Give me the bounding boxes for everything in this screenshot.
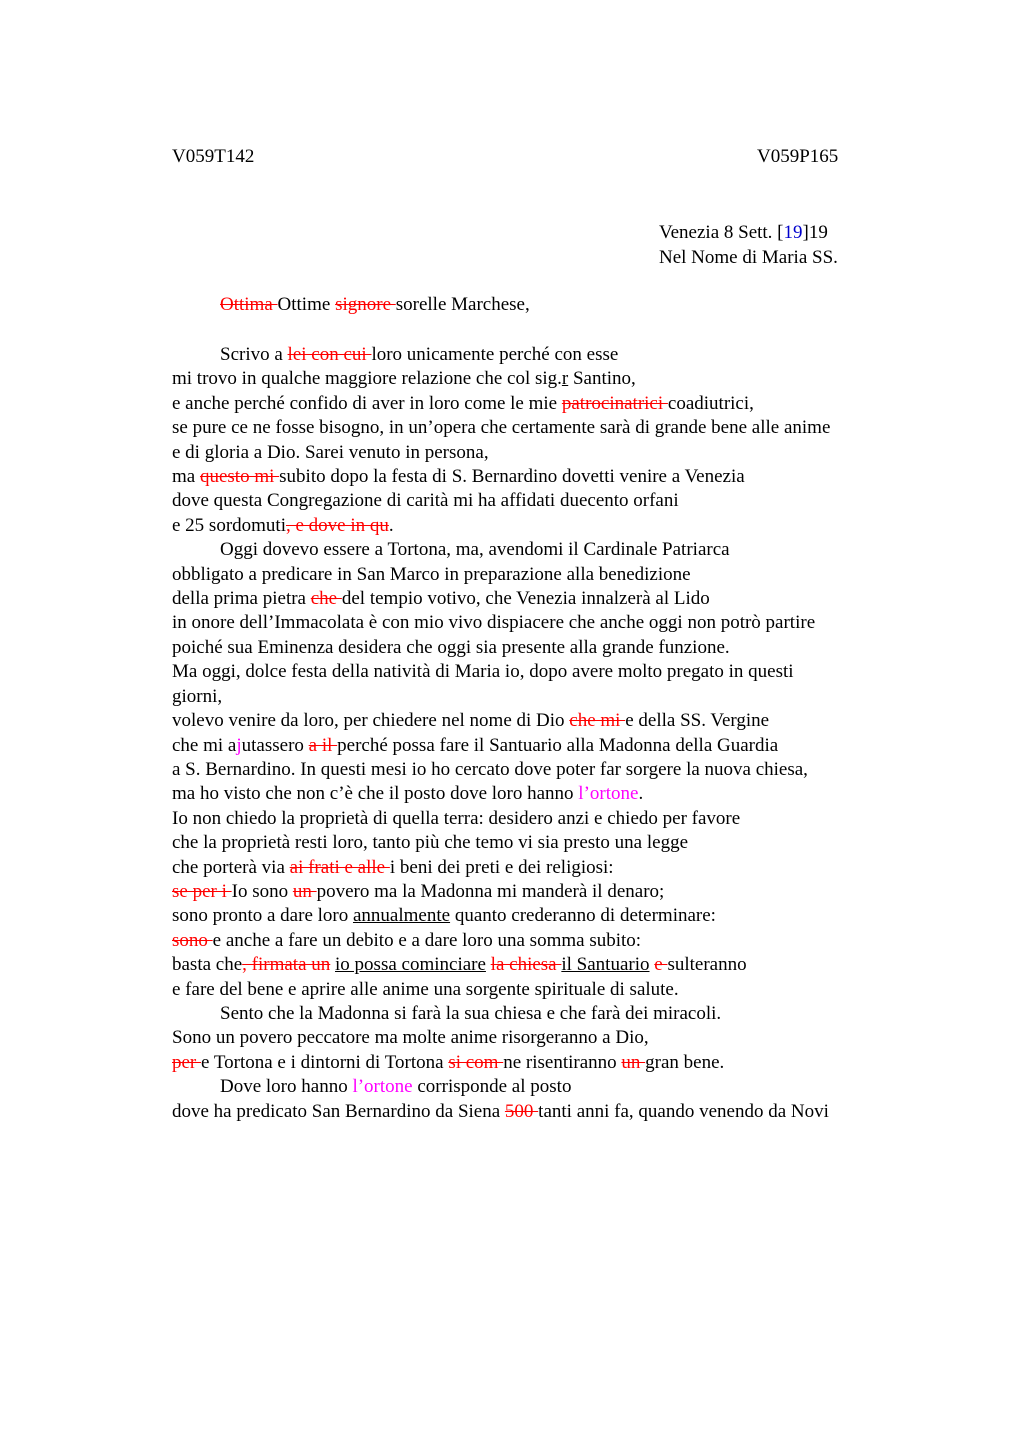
deleted-text: che — [310, 588, 342, 610]
underlined-text: r — [561, 368, 569, 390]
text-line: della prima pietra che del tempio votivo, che Venezia innalzerà al Lido — [172, 588, 710, 610]
text-line: giorni, — [172, 685, 223, 707]
text-line: che porterà via ai frati e alle i beni dei preti e dei religiosi: — [172, 856, 614, 878]
text-line: Io non chiedo la proprietà di quella terra: desidero anzi e chiedo per favore — [172, 807, 741, 829]
deleted-text: , firmata un — [242, 954, 331, 976]
text-line: basta che, firmata un io possa cominciare la chiesa il Santuario e sulteranno — [172, 954, 747, 976]
text-line: mi trovo in qualche maggiore relazione che col sig.r Santino, — [172, 368, 636, 390]
text-line: se per i Io sono un povero ma la Madonna mi manderà il denaro; — [172, 880, 665, 902]
text-line: ma ho visto che non c’è che il posto dove loro hanno l’ortone. — [172, 783, 644, 805]
left-reference-code: V059T142 — [172, 146, 255, 167]
deleted-text: , e dove in qu — [286, 514, 389, 536]
underlined-text: il Santuario — [561, 954, 650, 976]
text-line: Scrivo a lei con cui loro unicamente perché con esse — [220, 344, 619, 365]
editorial-year-addition: 19 — [783, 222, 803, 243]
text-line: volevo venire da loro, per chiedere nel nome di Dio che mi e della SS. Vergine — [172, 710, 770, 732]
deleted-text: patrocinatrici — [561, 392, 668, 414]
text-line: sono pronto a dare loro annualmente quanto crederanno di determinare: — [172, 905, 716, 927]
highlighted-text: l’ortone — [578, 783, 639, 805]
right-reference-code: V059P165 — [757, 146, 839, 167]
text-line: in onore dell’Immacolata è con mio vivo dispiacere che anche oggi non potrò partire — [172, 612, 816, 634]
deleted-text: lei con cui — [287, 344, 372, 365]
text-line: e 25 sordomuti, e dove in qu. — [172, 514, 394, 536]
deleted-text: un — [621, 1051, 646, 1073]
place-date: Venezia 8 Sett. [19]19 — [659, 222, 828, 243]
invocation: Nel Nome di Maria SS. — [659, 246, 838, 268]
deleted-text: questo mi — [199, 466, 280, 488]
deleted-text: la chiesa — [490, 954, 562, 976]
deleted-text: un — [292, 880, 317, 902]
deleted-text: signore — [335, 294, 396, 315]
deleted-text: e — [654, 954, 668, 976]
text-line: Sono un povero peccatore ma molte anime risorgeranno a Dio, — [172, 1027, 649, 1049]
deleted-text: se per i — [172, 880, 232, 902]
deleted-text: 500 — [504, 1100, 539, 1122]
deleted-text: a il — [308, 734, 338, 756]
text-line: dove ha predicato San Bernardino da Siena 500 tanti anni fa, quando venendo da Novi — [172, 1100, 829, 1122]
text-line: obbligato a predicare in San Marco in preparazione alla benedizione — [172, 563, 691, 585]
dateline — [659, 221, 838, 270]
salutation: Ottima Ottime signore sorelle Marchese, — [220, 294, 530, 315]
deleted-text: ai frati e alle — [289, 856, 390, 878]
text-line: se pure ce ne fosse bisogno, in un’opera che certamente sarà di grande bene alle anime — [172, 417, 831, 439]
text-line: e fare del bene e aprire alle anime una sorgente spirituale di salute. — [172, 978, 679, 1000]
deleted-text: Ottima — [220, 294, 278, 315]
text-line: che mi ajutassero a il perché possa fare il Santuario alla Madonna della Guardia — [172, 734, 779, 756]
text-line: Sento che la Madonna si farà la sua chiesa e che farà dei miracoli. — [220, 1002, 722, 1024]
text-line: dove questa Congregazione di carità mi ha affidati duecento orfani — [172, 490, 679, 512]
text-line: poiché sua Eminenza desidera che oggi sia presente alla grande funzione. — [172, 636, 730, 658]
deleted-text: per — [172, 1051, 202, 1073]
text-line: a S. Bernardino. In questi mesi io ho cercato dove poter far sorgere la nuova chiesa, — [172, 758, 808, 780]
text-line: Dove loro hanno l’ortone corrisponde al posto — [220, 1076, 572, 1098]
deleted-text: che mi — [569, 710, 626, 732]
text-line: per e Tortona e i dintorni di Tortona si com ne risentiranno un gran bene. — [172, 1051, 725, 1073]
text-line: ma questo mi subito dopo la festa di S. Bernardino dovetti venire a Venezia — [172, 466, 745, 488]
text-line: e di gloria a Dio. Sarei venuto in persona, — [172, 441, 489, 463]
highlighted-text: j — [236, 734, 242, 756]
text-line: Oggi dovevo essere a Tortona, ma, avendomi il Cardinale Patriarca — [220, 539, 730, 561]
letter-body — [172, 343, 902, 1124]
underlined-text: annualmente — [352, 905, 451, 927]
underlined-text: io possa cominciare — [335, 954, 486, 976]
text-line: che la proprietà resti loro, tanto più che temo vi sia presto una legge — [172, 832, 688, 854]
text-line: e anche perché confido di aver in loro come le mie patrocinatrici coadiutrici, — [172, 392, 754, 414]
deleted-text: sono — [172, 929, 213, 951]
deleted-text: si com — [448, 1051, 504, 1073]
text-line: sono e anche a fare un debito e a dare loro una somma subito: — [172, 929, 642, 951]
text-line: Ma oggi, dolce festa della natività di Maria io, dopo avere molto pregato in questi — [172, 661, 794, 683]
highlighted-text: l’ortone — [352, 1076, 413, 1098]
